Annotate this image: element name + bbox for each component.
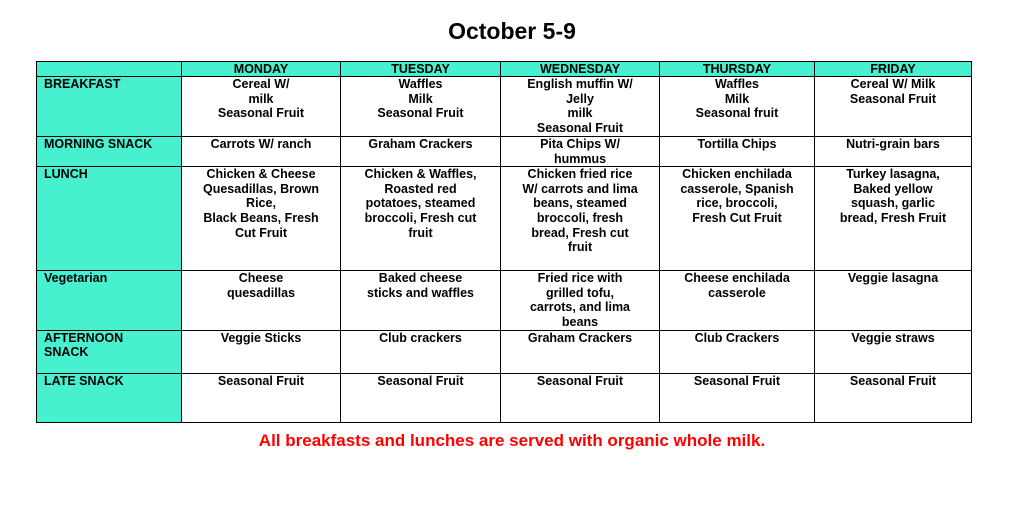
menu-cell: Veggie straws [815,330,972,373]
menu-cell: Chicken enchilada casserole, Spanish rice, broccoli, Fresh Cut Fruit [660,167,815,271]
menu-cell: Veggie Sticks [182,330,341,373]
menu-cell: Cheese enchilada casserole [660,271,815,330]
menu-cell: Seasonal Fruit [660,373,815,422]
menu-cell: Seasonal Fruit [182,373,341,422]
menu-cell: Fried rice with grilled tofu, carrots, and lima beans [501,271,660,330]
day-header: MONDAY [182,62,341,77]
corner-cell [37,62,182,77]
menu-cell: English muffin W/ Jelly milk Seasonal Fruit [501,77,660,137]
menu-cell: Chicken fried rice W/ carrots and lima beans, steamed broccoli, fresh bread, Fresh cut fruit [501,167,660,271]
row-label: Vegetarian [37,271,182,330]
menu-cell: Carrots W/ ranch [182,137,341,167]
menu-cell: Graham Crackers [501,330,660,373]
row-label: AFTERNOON SNACK [37,330,182,373]
table-row [37,373,972,422]
table-row [37,330,972,373]
menu-cell: Waffles Milk Seasonal fruit [660,77,815,137]
day-header: FRIDAY [815,62,972,77]
milk-note: All breakfasts and lunches are served with organic whole milk. [258,431,766,450]
table-row [37,167,972,271]
menu-cell: Seasonal Fruit [341,373,501,422]
row-label: LATE SNACK [37,373,182,422]
table-row [37,77,972,137]
menu-cell: Waffles Milk Seasonal Fruit [341,77,501,137]
day-header: TUESDAY [341,62,501,77]
menu-cell: Club Crackers [660,330,815,373]
menu-cell: Nutri-grain bars [815,137,972,167]
row-label: BREAKFAST [37,77,182,137]
menu-cell: Pita Chips W/ hummus [501,137,660,167]
menu-cell: Club crackers [341,330,501,373]
menu-cell: Tortilla Chips [660,137,815,167]
day-header: THURSDAY [660,62,815,77]
day-header: WEDNESDAY [501,62,660,77]
table-row [37,271,972,330]
menu-cell: Cheese quesadillas [182,271,341,330]
menu-cell: Seasonal Fruit [815,373,972,422]
menu-cell: Cereal W/ Milk Seasonal Fruit [815,77,972,137]
menu-cell: Graham Crackers [341,137,501,167]
table-row [37,137,972,167]
page-title: October 5-9 [448,18,576,44]
menu-cell: Cereal W/ milk Seasonal Fruit [182,77,341,137]
menu-cell: Veggie lasagna [815,271,972,330]
row-label: LUNCH [37,167,182,271]
menu-cell: Turkey lasagna, Baked yellow squash, garlic bread, Fresh Fruit [815,167,972,271]
menu-cell: Chicken & Cheese Quesadillas, Brown Rice, Black Beans, Fresh Cut Fruit [182,167,341,271]
header-row [37,62,972,77]
menu-cell: Chicken & Waffles, Roasted red potatoes, steamed broccoli, Fresh cut fruit [341,167,501,271]
menu-cell: Baked cheese sticks and waffles [341,271,501,330]
row-label: MORNING SNACK [37,137,182,167]
menu-cell: Seasonal Fruit [501,373,660,422]
menu-table [36,61,972,423]
